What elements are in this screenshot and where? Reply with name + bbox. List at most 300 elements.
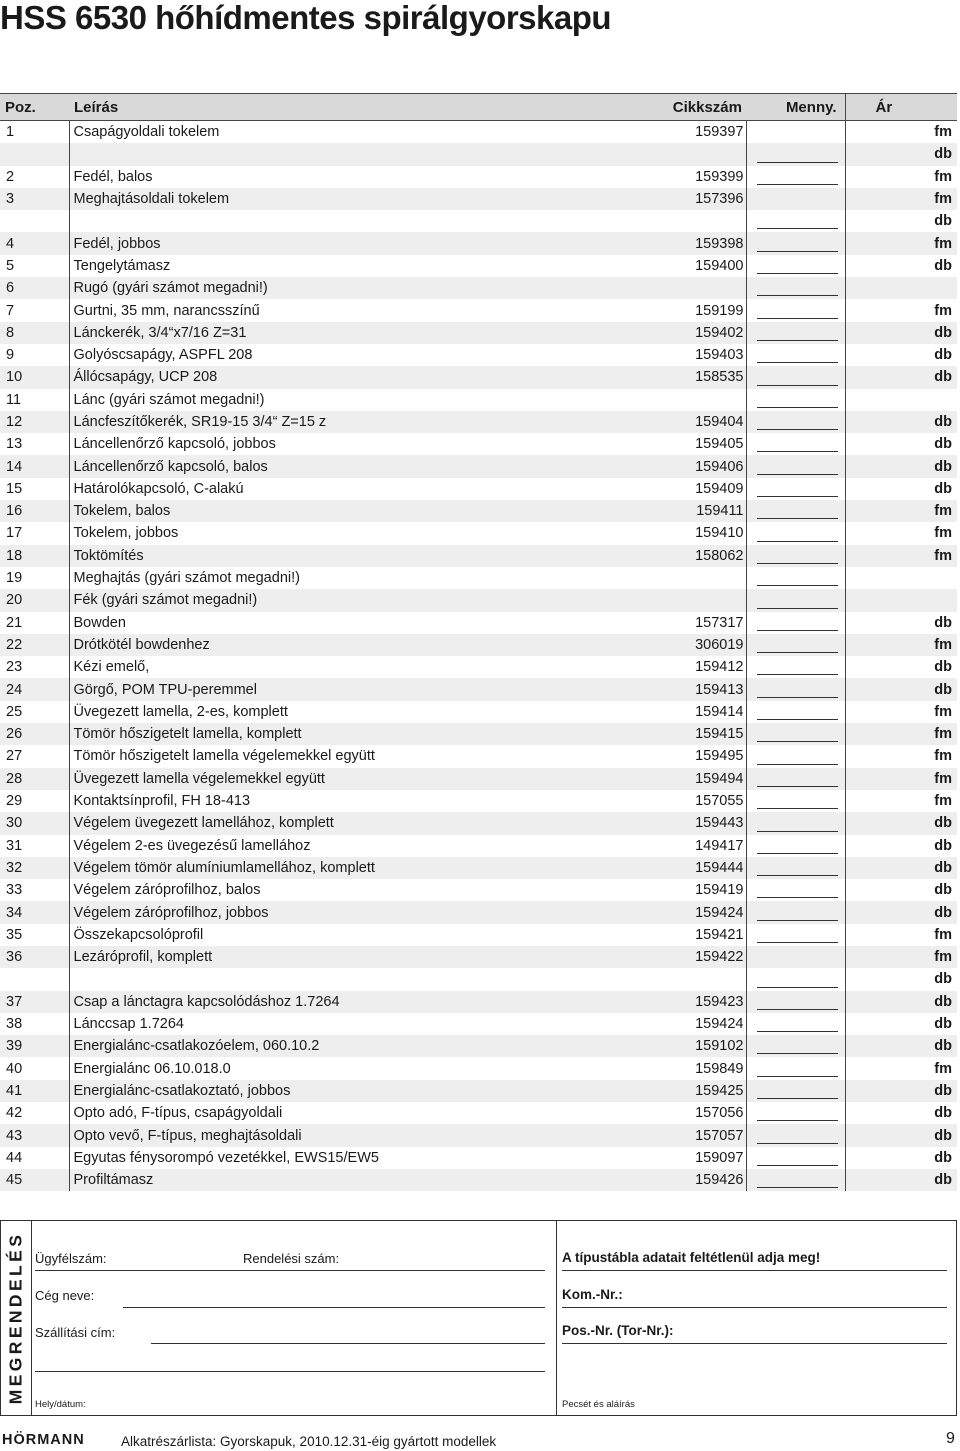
col-header-description: Leírás bbox=[69, 94, 662, 121]
cell-code bbox=[662, 143, 746, 165]
table-row bbox=[0, 1169, 957, 1191]
cell-pos: 11 bbox=[0, 389, 69, 411]
cell-description bbox=[69, 968, 662, 990]
place-date-label: Hely/dátum: bbox=[35, 1399, 86, 1410]
quantity-input-line[interactable] bbox=[757, 1165, 838, 1166]
table-row bbox=[0, 946, 957, 968]
quantity-input-line[interactable] bbox=[757, 518, 838, 519]
order-number-label: Rendelési szám: bbox=[243, 1251, 340, 1266]
cell-description: Állócsapágy, UCP 208 bbox=[69, 366, 662, 388]
cell-pos: 31 bbox=[0, 835, 69, 857]
table-row bbox=[0, 634, 957, 656]
cell-code: 159415 bbox=[662, 723, 746, 745]
cell-pos: 43 bbox=[0, 1124, 69, 1146]
page-title: HSS 6530 hőhídmentes spirálgyorskapu bbox=[0, 0, 612, 36]
cell-description: Csap a lánctagra kapcsolódáshoz 1.7264 bbox=[69, 991, 662, 1013]
cell-quantity[interactable] bbox=[746, 968, 845, 990]
cell-pos: 18 bbox=[0, 545, 69, 567]
quantity-input-line[interactable] bbox=[757, 920, 838, 921]
cell-unit: db bbox=[845, 411, 957, 433]
quantity-input-line[interactable] bbox=[757, 563, 838, 564]
cell-unit: db bbox=[845, 901, 957, 923]
quantity-input-line[interactable] bbox=[757, 251, 838, 252]
cell-unit: fm bbox=[934, 1060, 952, 1077]
cell-quantity[interactable] bbox=[746, 210, 845, 232]
table-row bbox=[0, 1102, 957, 1124]
cell-code: 157057 bbox=[662, 1124, 746, 1146]
table-row bbox=[0, 188, 957, 210]
cell-pos: 16 bbox=[0, 500, 69, 522]
table-row bbox=[0, 389, 957, 411]
table-row bbox=[0, 210, 957, 232]
cell-description bbox=[69, 210, 662, 232]
cell-quantity[interactable] bbox=[746, 768, 845, 790]
cell-description: Végelem záróprofilhoz, jobbos bbox=[69, 901, 662, 923]
cell-quantity[interactable] bbox=[746, 879, 845, 901]
table-row bbox=[0, 166, 957, 188]
cell-quantity bbox=[746, 946, 845, 968]
cell-unit: db bbox=[845, 1080, 957, 1102]
cell-pos: 4 bbox=[0, 232, 69, 254]
table-row bbox=[0, 322, 957, 344]
cell-description: Végelem 2-es üvegezésű lamellához bbox=[73, 837, 311, 854]
cell-pos: 12 bbox=[0, 411, 69, 433]
cell-description: Görgő, POM TPU-peremmel bbox=[69, 678, 662, 700]
quantity-input-line[interactable] bbox=[757, 764, 838, 765]
cell-unit: db bbox=[845, 143, 957, 165]
cell-description: Tömör hőszigetelt lamella végelemekkel együtt bbox=[73, 748, 375, 765]
cell-pos: 21 bbox=[0, 612, 69, 634]
cell-quantity[interactable] bbox=[746, 1102, 845, 1124]
quantity-input-line[interactable] bbox=[757, 362, 838, 363]
cell-pos: 22 bbox=[0, 634, 69, 656]
table-row bbox=[0, 411, 957, 433]
cell-unit: db bbox=[845, 455, 957, 477]
quantity-input-line[interactable] bbox=[757, 897, 838, 898]
quantity-input-line[interactable] bbox=[757, 295, 838, 296]
page-number: 9 bbox=[946, 1430, 955, 1447]
cell-quantity[interactable] bbox=[746, 166, 845, 188]
cell-unit bbox=[845, 277, 957, 299]
table-row bbox=[0, 1080, 957, 1102]
quantity-input-line[interactable] bbox=[757, 608, 838, 609]
cell-quantity[interactable] bbox=[746, 1124, 845, 1146]
cell-quantity bbox=[746, 188, 845, 210]
cell-unit: db bbox=[845, 678, 957, 700]
cell-description: Láncellenőrző kapcsoló, jobbos bbox=[73, 436, 276, 453]
cell-pos: 14 bbox=[0, 455, 69, 477]
cell-description: Gurtni, 35 mm, narancsszínű bbox=[73, 302, 260, 319]
cell-pos: 3 bbox=[0, 188, 69, 210]
cell-pos: 29 bbox=[0, 790, 69, 812]
cell-quantity[interactable] bbox=[746, 612, 845, 634]
cell-unit: fm bbox=[934, 748, 952, 765]
cell-description: Láncfeszítőkerék, SR19-15 3/4“ Z=15 z bbox=[69, 411, 662, 433]
cell-code: 159424 bbox=[662, 901, 746, 923]
cell-quantity[interactable] bbox=[746, 455, 845, 477]
quantity-input-line[interactable] bbox=[757, 741, 838, 742]
cell-description: Opto vevő, F-típus, meghajtásoldali bbox=[69, 1124, 662, 1146]
quantity-input-line[interactable] bbox=[757, 674, 838, 675]
cell-quantity[interactable] bbox=[746, 545, 845, 567]
delivery-address-field[interactable] bbox=[151, 1343, 545, 1344]
cell-unit: fm bbox=[845, 946, 957, 968]
table-row bbox=[0, 879, 957, 901]
cell-unit: fm bbox=[934, 124, 952, 141]
cell-pos: 15 bbox=[0, 478, 69, 500]
cell-code: 159409 bbox=[662, 478, 746, 500]
cell-description: Drótkötél bowdenhez bbox=[69, 634, 662, 656]
cell-code: 159425 bbox=[662, 1080, 746, 1102]
table-row bbox=[0, 991, 957, 1013]
cell-pos: 20 bbox=[0, 589, 69, 611]
quantity-input-line[interactable] bbox=[757, 630, 838, 631]
quantity-input-line[interactable] bbox=[757, 853, 838, 854]
cell-pos: 30 bbox=[0, 812, 69, 834]
cell-description: Meghajtás (gyári számot megadni!) bbox=[73, 570, 300, 587]
cell-code: 159495 bbox=[662, 745, 746, 767]
stamp-signature-label: Pecsét és aláírás bbox=[562, 1399, 635, 1410]
cell-pos bbox=[0, 968, 69, 990]
quantity-input-line[interactable] bbox=[757, 1143, 838, 1144]
cell-unit: fm bbox=[845, 500, 957, 522]
cell-description: Lánckerék, 3/4“x7/16 Z=31 bbox=[69, 322, 662, 344]
cell-quantity[interactable] bbox=[746, 433, 845, 455]
delivery-address-label: Szállítási cím: bbox=[35, 1325, 116, 1340]
cell-quantity[interactable] bbox=[746, 678, 845, 700]
kom-nr-label: Kom.-Nr.: bbox=[562, 1287, 623, 1302]
cell-description: Opto adó, F-típus, csapágyoldali bbox=[73, 1105, 283, 1122]
cell-code bbox=[662, 968, 746, 990]
cell-code bbox=[662, 567, 746, 589]
cell-description: Végelem tömör alumíniumlamellához, komplett bbox=[69, 857, 662, 879]
cell-description bbox=[69, 143, 662, 165]
cell-quantity[interactable] bbox=[746, 232, 845, 254]
cell-description: Energialánc-csatlakozóelem, 060.10.2 bbox=[69, 1035, 662, 1057]
cell-pos: 28 bbox=[0, 768, 69, 790]
order-side-label: MEGRENDELÉS bbox=[5, 1231, 26, 1405]
cell-pos: 26 bbox=[0, 723, 69, 745]
quantity-input-line[interactable] bbox=[757, 942, 838, 943]
cell-unit: fm bbox=[934, 926, 952, 943]
cell-pos: 42 bbox=[0, 1102, 69, 1124]
cell-unit: db bbox=[845, 366, 957, 388]
quantity-input-line[interactable] bbox=[757, 451, 838, 452]
quantity-input-line[interactable] bbox=[757, 875, 838, 876]
cell-pos: 1 bbox=[0, 121, 69, 144]
cell-quantity[interactable] bbox=[746, 567, 845, 589]
cell-description: Rugó (gyári számot megadni!) bbox=[69, 277, 662, 299]
delivery-address-field-2[interactable] bbox=[35, 1371, 545, 1372]
cell-description: Kézi emelő, bbox=[73, 659, 150, 676]
table-row bbox=[0, 790, 957, 812]
kom-nr-field[interactable] bbox=[562, 1307, 947, 1308]
quantity-input-line[interactable] bbox=[757, 987, 838, 988]
quantity-input-line[interactable] bbox=[757, 429, 838, 430]
table-row bbox=[0, 522, 957, 544]
cell-unit: db bbox=[934, 347, 952, 364]
cell-code bbox=[662, 589, 746, 611]
quantity-input-line[interactable] bbox=[757, 808, 838, 809]
cell-unit: fm bbox=[845, 545, 957, 567]
customer-line[interactable] bbox=[35, 1270, 545, 1271]
cell-quantity[interactable] bbox=[746, 1169, 845, 1191]
cell-quantity[interactable] bbox=[746, 411, 845, 433]
cell-quantity[interactable] bbox=[746, 723, 845, 745]
cell-code: 159398 bbox=[662, 232, 746, 254]
cell-quantity[interactable] bbox=[746, 500, 845, 522]
cell-quantity[interactable] bbox=[746, 835, 845, 857]
cell-description: Üvegezett lamella végelemekkel együtt bbox=[69, 768, 662, 790]
cell-quantity[interactable] bbox=[746, 255, 845, 277]
cell-unit: fm bbox=[934, 525, 952, 542]
cell-quantity[interactable] bbox=[746, 389, 845, 411]
cell-unit: db bbox=[845, 1124, 957, 1146]
cell-quantity[interactable] bbox=[746, 1013, 845, 1035]
cell-unit: fm bbox=[934, 703, 952, 720]
quantity-input-line[interactable] bbox=[757, 1098, 838, 1099]
cell-quantity[interactable] bbox=[746, 790, 845, 812]
quantity-input-line[interactable] bbox=[757, 652, 838, 653]
cell-unit: fm bbox=[934, 793, 952, 810]
cell-code: 159419 bbox=[662, 879, 746, 901]
cell-code: 306019 bbox=[662, 634, 746, 656]
table-row bbox=[0, 455, 957, 477]
quantity-input-line[interactable] bbox=[757, 1009, 838, 1010]
cell-unit bbox=[845, 589, 957, 611]
cell-quantity[interactable] bbox=[746, 1080, 845, 1102]
cell-unit: db bbox=[934, 659, 952, 676]
cell-quantity[interactable] bbox=[746, 589, 845, 611]
quantity-input-line[interactable] bbox=[757, 831, 838, 832]
cell-quantity[interactable] bbox=[746, 1035, 845, 1057]
quantity-input-line[interactable] bbox=[757, 496, 838, 497]
cell-pos: 17 bbox=[0, 522, 69, 544]
cell-pos: 19 bbox=[0, 567, 69, 589]
cell-unit: db bbox=[934, 1016, 952, 1033]
cell-description: Fedél, balos bbox=[73, 168, 153, 185]
parts-table-body bbox=[0, 121, 957, 1192]
cell-unit: db bbox=[934, 882, 952, 899]
cell-quantity[interactable] bbox=[746, 924, 845, 946]
pos-nr-field[interactable] bbox=[562, 1343, 947, 1344]
cell-description: Bowden bbox=[73, 614, 126, 631]
cell-pos: 9 bbox=[0, 344, 69, 366]
cell-pos: 23 bbox=[0, 656, 69, 678]
cell-code: 159399 bbox=[662, 166, 746, 188]
quantity-input-line[interactable] bbox=[757, 273, 838, 274]
order-side-panel bbox=[1, 1221, 32, 1415]
cell-code: 159424 bbox=[662, 1013, 746, 1035]
cell-quantity[interactable] bbox=[746, 812, 845, 834]
table-row bbox=[0, 545, 957, 567]
cell-pos: 7 bbox=[0, 299, 69, 321]
cell-unit: db bbox=[934, 1149, 952, 1166]
quantity-input-line[interactable] bbox=[757, 719, 838, 720]
cell-code: 159199 bbox=[662, 299, 746, 321]
table-row bbox=[0, 901, 957, 923]
cell-quantity[interactable] bbox=[746, 322, 845, 344]
cell-quantity[interactable] bbox=[746, 857, 845, 879]
cell-code: 158062 bbox=[662, 545, 746, 567]
cell-quantity[interactable] bbox=[746, 478, 845, 500]
cell-description: Kontaktsínprofil, FH 18-413 bbox=[73, 793, 251, 810]
cell-code: 159400 bbox=[662, 255, 746, 277]
cell-pos: 34 bbox=[0, 901, 69, 923]
cell-description: Végelem záróprofilhoz, balos bbox=[73, 882, 261, 899]
quantity-input-line[interactable] bbox=[757, 407, 838, 408]
cell-description: Határolókapcsoló, C-alakú bbox=[73, 480, 244, 497]
cell-unit bbox=[845, 389, 957, 411]
quantity-input-line[interactable] bbox=[757, 541, 838, 542]
cell-unit: db bbox=[934, 1105, 952, 1122]
col-header-quantity: Menny. bbox=[746, 94, 845, 121]
cell-code: 159412 bbox=[662, 656, 746, 678]
cell-unit: db bbox=[934, 257, 952, 274]
table-row bbox=[0, 723, 957, 745]
cell-pos: 37 bbox=[0, 991, 69, 1013]
table-row bbox=[0, 1147, 957, 1169]
cell-unit: fm bbox=[845, 634, 957, 656]
company-name-field[interactable] bbox=[123, 1307, 545, 1308]
table-header-row bbox=[0, 94, 957, 121]
parts-table bbox=[0, 93, 957, 1191]
quantity-input-line[interactable] bbox=[757, 474, 838, 475]
cell-pos: 27 bbox=[0, 745, 69, 767]
cell-quantity bbox=[746, 121, 845, 144]
cell-unit: fm bbox=[934, 168, 952, 185]
table-row bbox=[0, 277, 957, 299]
quantity-input-line[interactable] bbox=[757, 1120, 838, 1121]
cell-quantity[interactable] bbox=[746, 344, 845, 366]
cell-quantity[interactable] bbox=[746, 143, 845, 165]
cell-quantity[interactable] bbox=[746, 634, 845, 656]
quantity-input-line[interactable] bbox=[757, 697, 838, 698]
cell-unit: db bbox=[934, 436, 952, 453]
cell-code: 159404 bbox=[662, 411, 746, 433]
table-row bbox=[0, 433, 957, 455]
cell-code: 157396 bbox=[662, 188, 746, 210]
quantity-input-line[interactable] bbox=[757, 1187, 838, 1188]
cell-quantity[interactable] bbox=[746, 656, 845, 678]
table-row bbox=[0, 612, 957, 634]
cell-quantity[interactable] bbox=[746, 522, 845, 544]
quantity-input-line[interactable] bbox=[757, 228, 838, 229]
cell-description: Tokelem, balos bbox=[69, 500, 662, 522]
cell-pos: 45 bbox=[0, 1169, 69, 1191]
cell-pos bbox=[0, 143, 69, 165]
quantity-input-line[interactable] bbox=[757, 385, 838, 386]
table-row bbox=[0, 500, 957, 522]
cell-description: Tömör hőszigetelt lamella, komplett bbox=[69, 723, 662, 745]
cell-pos: 6 bbox=[0, 277, 69, 299]
quantity-input-line[interactable] bbox=[757, 1076, 838, 1077]
cell-unit: db bbox=[934, 480, 952, 497]
table-row bbox=[0, 857, 957, 879]
cell-pos: 39 bbox=[0, 1035, 69, 1057]
table-row bbox=[0, 745, 957, 767]
quantity-input-line[interactable] bbox=[757, 318, 838, 319]
table-row bbox=[0, 1035, 957, 1057]
nameplate-line bbox=[562, 1270, 947, 1271]
quantity-input-line[interactable] bbox=[757, 1053, 838, 1054]
cell-code: 159097 bbox=[662, 1147, 746, 1169]
quantity-input-line[interactable] bbox=[757, 585, 838, 586]
quantity-input-line[interactable] bbox=[757, 786, 838, 787]
cell-code: 157317 bbox=[662, 612, 746, 634]
order-divider bbox=[556, 1221, 557, 1415]
table-row bbox=[0, 299, 957, 321]
cell-pos: 32 bbox=[0, 857, 69, 879]
cell-description: Lánccsap 1.7264 bbox=[73, 1016, 184, 1033]
cell-quantity[interactable] bbox=[746, 701, 845, 723]
cell-code: 159426 bbox=[662, 1169, 746, 1191]
cell-quantity[interactable] bbox=[746, 366, 845, 388]
table-row bbox=[0, 701, 957, 723]
cell-unit: db bbox=[845, 1169, 957, 1191]
cell-code: 159102 bbox=[662, 1035, 746, 1057]
cell-quantity[interactable] bbox=[746, 901, 845, 923]
cell-description: Lánc (gyári számot megadni!) bbox=[73, 391, 265, 408]
cell-pos: 8 bbox=[0, 322, 69, 344]
table-row bbox=[0, 567, 957, 589]
cell-code: 159443 bbox=[662, 812, 746, 834]
quantity-input-line[interactable] bbox=[757, 184, 838, 185]
cell-quantity[interactable] bbox=[746, 991, 845, 1013]
cell-pos: 36 bbox=[0, 946, 69, 968]
cell-description: Egyutas fénysorompó vezetékkel, EWS15/EW5 bbox=[73, 1149, 379, 1166]
cell-unit: fm bbox=[845, 232, 957, 254]
hormann-logo: HÖRMANN bbox=[2, 1432, 85, 1448]
cell-description: Meghajtásoldali tokelem bbox=[69, 188, 662, 210]
quantity-input-line[interactable] bbox=[757, 1031, 838, 1032]
cell-code: 159423 bbox=[662, 991, 746, 1013]
quantity-input-line[interactable] bbox=[757, 162, 838, 163]
cell-code: 157055 bbox=[662, 790, 746, 812]
cell-quantity[interactable] bbox=[746, 299, 845, 321]
cell-unit: fm bbox=[934, 302, 952, 319]
cell-quantity[interactable] bbox=[746, 1057, 845, 1079]
cell-description: Üvegezett lamella, 2-es, komplett bbox=[73, 703, 288, 720]
cell-quantity[interactable] bbox=[746, 1147, 845, 1169]
cell-description: Végelem üvegezett lamellához, komplett bbox=[69, 812, 662, 834]
cell-code: 159410 bbox=[662, 522, 746, 544]
cell-description: Golyóscsapágy, ASPFL 208 bbox=[73, 347, 253, 364]
cell-code: 159403 bbox=[662, 344, 746, 366]
table-row bbox=[0, 478, 957, 500]
cell-code: 159849 bbox=[662, 1057, 746, 1079]
cell-pos: 35 bbox=[0, 924, 69, 946]
cell-pos: 44 bbox=[0, 1147, 69, 1169]
cell-code: 159411 bbox=[662, 500, 746, 522]
cell-code: 159422 bbox=[662, 946, 746, 968]
table-row bbox=[0, 366, 957, 388]
cell-pos: 10 bbox=[0, 366, 69, 388]
cell-description: Lezáróprofil, komplett bbox=[69, 946, 662, 968]
cell-quantity[interactable] bbox=[746, 277, 845, 299]
cell-pos: 38 bbox=[0, 1013, 69, 1035]
cell-quantity[interactable] bbox=[746, 745, 845, 767]
cell-pos: 5 bbox=[0, 255, 69, 277]
cell-description: Energialánc-csatlakoztató, jobbos bbox=[69, 1080, 662, 1102]
cell-pos: 2 bbox=[0, 166, 69, 188]
table-row bbox=[0, 678, 957, 700]
cell-pos: 33 bbox=[0, 879, 69, 901]
cell-code bbox=[662, 389, 746, 411]
quantity-input-line[interactable] bbox=[757, 340, 838, 341]
nameplate-note: A típustábla adatait feltétlenül adja meg! bbox=[562, 1250, 821, 1265]
table-row bbox=[0, 1013, 957, 1035]
